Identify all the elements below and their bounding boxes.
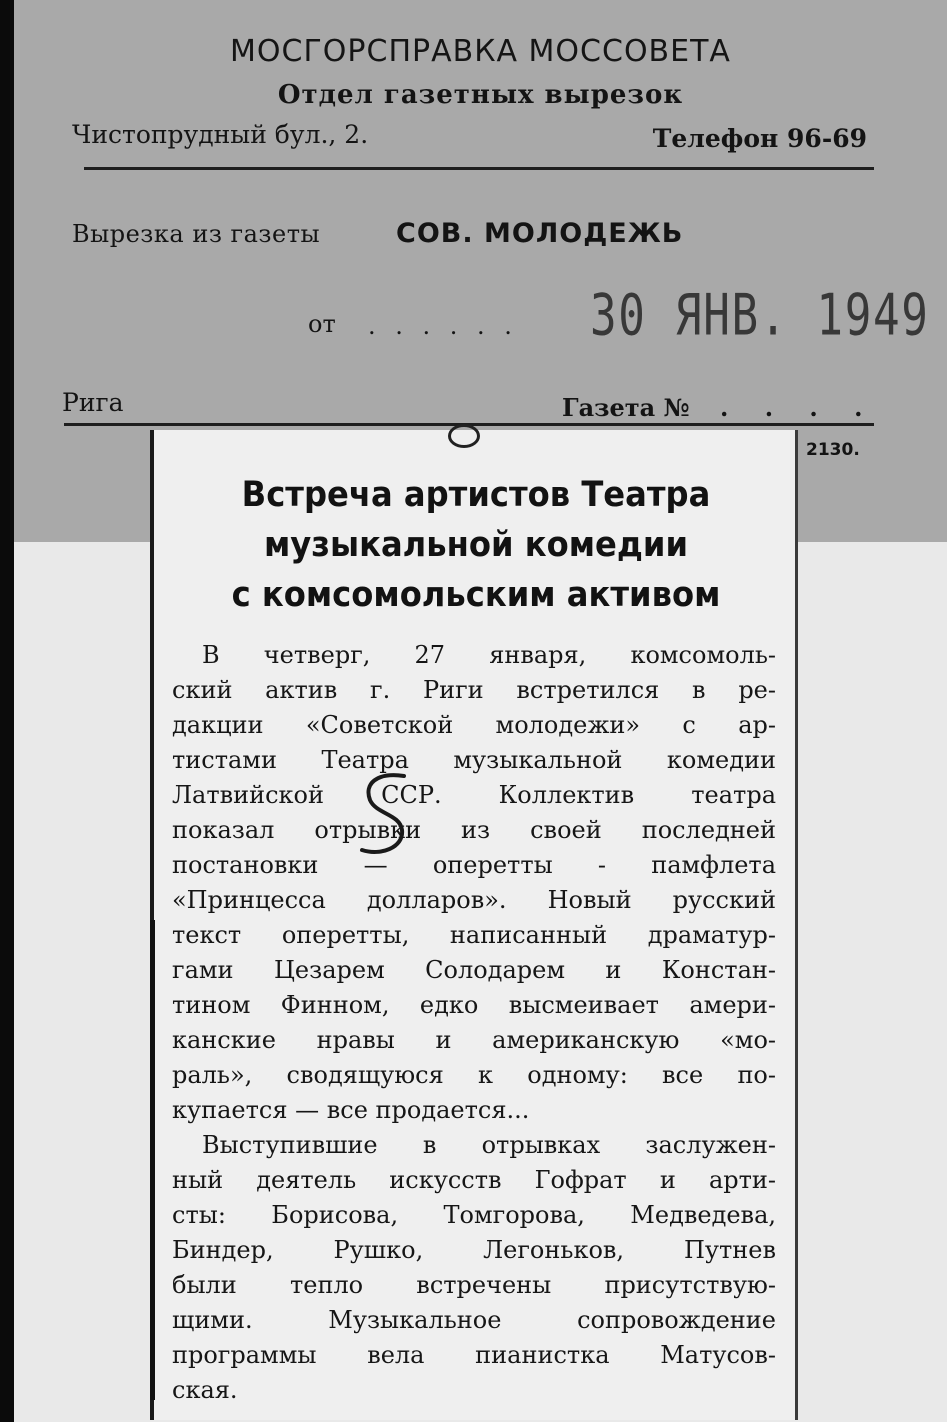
article-body — [172, 638, 776, 1408]
text-line: щими. Музыкальное сопровождение — [172, 1306, 776, 1334]
headline-line: Встреча артистов Театра — [241, 475, 711, 515]
header-divider — [84, 167, 874, 170]
headline-line: с комсомольским активом — [231, 575, 721, 615]
agency-name: МОСГОРСПРАВКА МОССОВЕТА — [230, 34, 731, 69]
department-name: Отдел газетных вырезок — [277, 80, 684, 110]
text-line: ный деятель искусств Гофрат и арти- — [172, 1166, 776, 1194]
pin-hole-mark — [448, 424, 480, 448]
text-line: были тепло встречены присутствую- — [172, 1271, 776, 1299]
newspaper-name: СОВ. МОЛОДЕЖЬ — [396, 218, 684, 249]
article-headline — [183, 470, 768, 620]
text-line: показал отрывки из своей последней — [172, 816, 776, 844]
text-line: ская. — [172, 1376, 238, 1404]
text-line: дакции «Советской молодежи» с ар- — [172, 711, 776, 739]
date-stamp: 30 ЯНВ. 1949 — [590, 282, 930, 349]
issue-fill-dots: . . . . — [720, 393, 877, 422]
city-label: Рига — [62, 388, 124, 417]
agency-phone: Телефон 96-69 — [652, 124, 867, 153]
text-line: программы вела пианистка Матусов- — [172, 1341, 776, 1369]
text-line: сты: Борисова, Томгорова, Медведева, — [172, 1201, 776, 1229]
clipping-edge-line — [150, 920, 155, 1400]
headline-line: музыкальной комедии — [263, 525, 689, 565]
text-line: тистами Театра музыкальной комедии — [172, 746, 776, 774]
text-line: тином Финном, едко высмеивает амери- — [172, 991, 776, 1019]
issue-number-label: Газета № — [562, 393, 690, 422]
text-line: постановки — оперетты - памфлета — [172, 851, 776, 879]
text-line: Выступившие в отрывках заслужен- — [202, 1131, 776, 1159]
text-line: В четверг, 27 января, комсомоль- — [202, 641, 776, 669]
pencil-annotation-mark — [356, 770, 416, 860]
date-label: от — [308, 310, 336, 338]
text-line: канские нравы и американскую «мо- — [172, 1026, 776, 1054]
date-fill-dots: . . . . . . — [368, 312, 518, 340]
text-line: текст оперетты, написанный драматур- — [172, 921, 776, 949]
text-line: гами Цезарем Солодарем и Констан- — [172, 956, 776, 984]
text-line: Латвийской ССР. Коллектив театра — [172, 781, 776, 809]
text-line: ский актив г. Риги встретился в ре- — [172, 676, 776, 704]
text-line: «Принцесса долларов». Новый русский — [172, 886, 776, 914]
agency-address: Чистопрудный бул., 2. — [72, 120, 369, 149]
text-line: раль», сводящуюся к одному: все по- — [172, 1061, 776, 1089]
clip-number: 2130. — [806, 440, 860, 460]
clip-source-label: Вырезка из газеты — [72, 220, 321, 248]
text-line: Биндер, Рушко, Легоньков, Путнев — [172, 1236, 776, 1264]
text-line: купается — все продается... — [172, 1096, 530, 1124]
